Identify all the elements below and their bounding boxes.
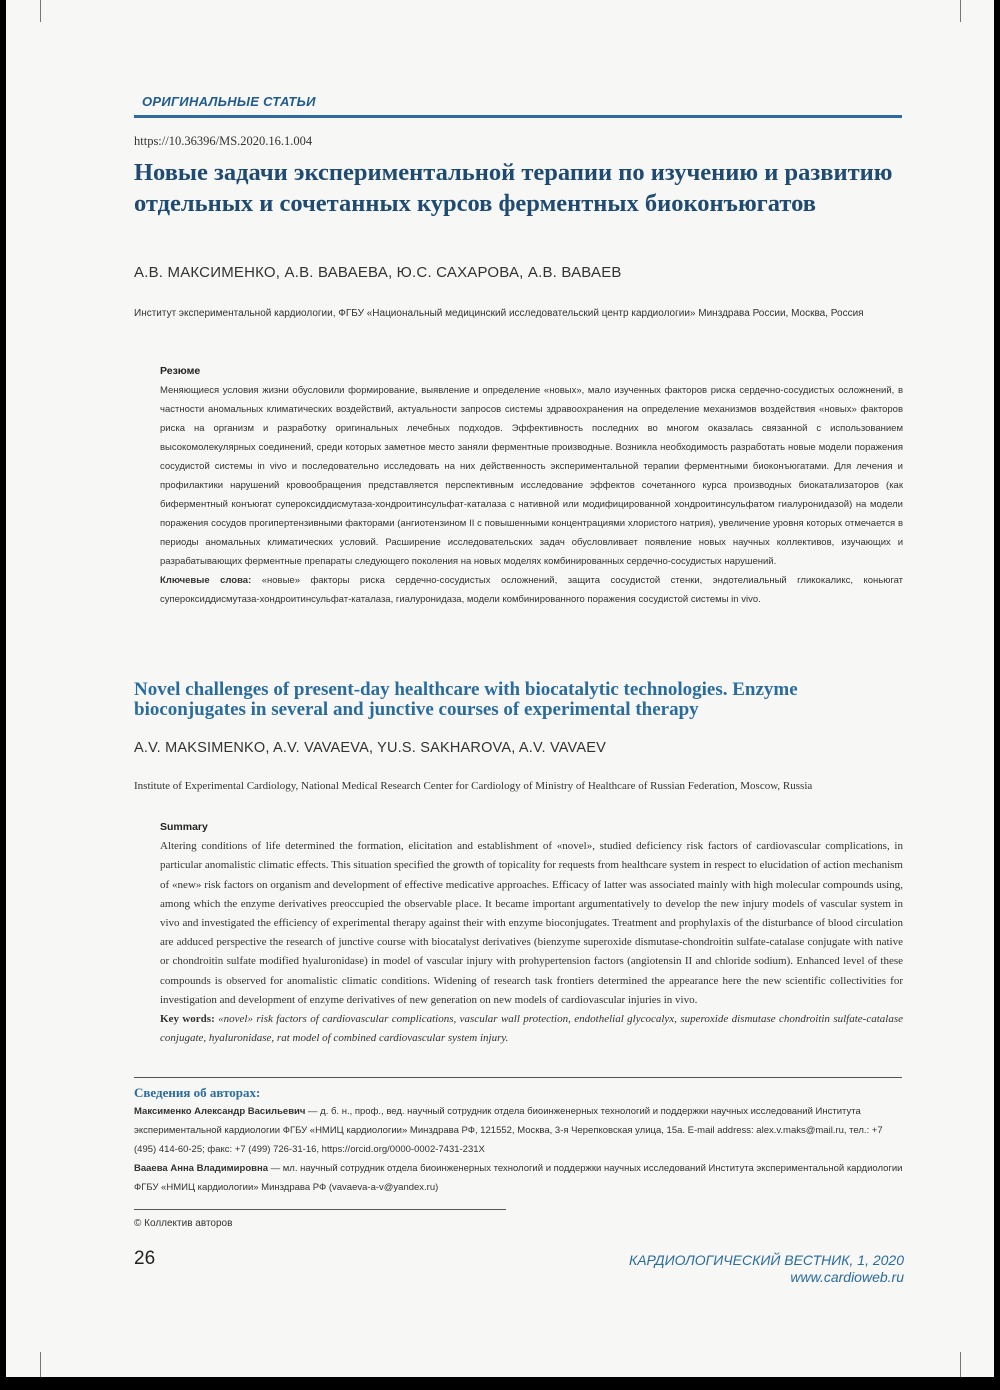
author-details: — д. б. н., проф., вед. научный сотрудник отдела биоинженерных технологий и поддержки научных исследований Института экспериментальной кардиологии ФГБУ «НМИЦ кардиологии» Минздрава РФ, 121552, Москва, 3-я Черепковская улица, 15а. E-mail address: alex.v.maks@mail.ru, тел.: +7 (495) 414-60-25; факс: +7 (499) 726-31-16, https://orcid.org/0000-0002-7431-231X [134, 1106, 883, 1155]
copyright: © Коллектив авторов [134, 1218, 233, 1229]
crop-mark [40, 1352, 41, 1377]
footnote-rule [134, 1209, 506, 1210]
keywords-ru: «новые» факторы риска сердечно-сосудистых осложнений, защита сосудистой стенки, эндотелиальный гликокаликс, коньюгат супероксиддисмутаза-хондроитинсульфат-каталаза, гиалуронидаза, модели комбинированного поражения сосудистой системы in vivo. [160, 575, 904, 605]
page-number: 26 [134, 1248, 156, 1269]
abstract-ru-text: Меняющиеся условия жизни обусловили формирование, выявление и определение «новых», мало изученных факторов риска сердечно-сосудистых осложнений, в частности аномальных климатических воздействий, актуальности запросов системы здравоохранения на определение механизмов воздействия «новых» факторов риска на организм и разработку оригинальных лечебных подходов. Эффективность последних во многом оказалась связанной с использованием высокомолекулярных соединений, среди которых заметное место заняли ферментные производные. Возникла необходимость разработать новые модели поражения сосудистой системы in vivo и последовательно исследовать на них действенность экспериментальной терапии ферментными биоконъюгатами. Для лечения и профилактики нарушений кровообращения представляется перспективным исследование эффектов сочетанного курса производных биокатализаторов (как биферментный конъюгат супероксиддисмутаза-хондроитинсульфат-каталаза с нативной или модифицированной хондроитинсульфатом гиалуронидазой) на модели поражения сосудов прогипертензивными факторами (ангиотензином II с повышенными концентрациями хлористого натрия), увеличение уровня которых отмечается в периоды аномальных климатических условий. Расширение исследовательских задач обусловливает появление новых научных коллективов, изучающих и разрабатывающих ферментные препараты следующего поколения на новых моделях комбинированных сердечно-сосудистых нарушений. [160, 385, 903, 567]
article-title-ru: Новые задачи экспериментальной терапии по изучению и развитию отдельных и сочетанных курсов ферментных биоконъюгатов [134, 159, 893, 217]
authors-en: A.V. MAKSIMENKO, A.V. VAVAEVA, YU.S. SAKHAROVA, A.V. VAVAEV [134, 740, 606, 756]
keywords-en-label: Key words: [160, 1013, 215, 1026]
section-label: ОРИГИНАЛЬНЫЕ СТАТЬИ [142, 94, 316, 109]
affiliation-en: Institute of Experimental Cardiology, National Medical Research Center for Cardiology of Ministry of Healthcare of Russian Federation, Moscow, Russia [134, 780, 813, 792]
keywords-ru-label: Ключевые слова: [160, 575, 252, 586]
journal-footer [629, 1252, 904, 1286]
crop-mark [960, 0, 961, 22]
crop-mark [960, 1352, 961, 1377]
author-entry [134, 1159, 904, 1197]
article-title-en: Novel challenges of present-day healthcare with biocatalytic technologies. Enzyme bioconjugates in several and junctive courses of experimental therapy [134, 679, 798, 720]
doi-link[interactable]: https://10.36396/MS.2020.16.1.004 [134, 134, 313, 148]
author-name: Вааева Анна Владимировна [134, 1163, 268, 1174]
author-info [134, 1084, 904, 1197]
author-details: — мл. научный сотрудник отдела биоинженерных технологий и поддержки научных исследований Института экспериментальной кардиологии ФГБУ «НМИЦ кардиологии» Минздрава РФ (vavaeva-a-v@yandex.ru) [134, 1163, 903, 1193]
authors-ru: А.В. МАКСИМЕНКО, А.В. ВАВАЕВА, Ю.С. САХАРОВА, А.В. ВАВАЕВ [134, 264, 622, 281]
header-rule [134, 115, 902, 118]
crop-mark [40, 0, 41, 22]
author-entry [134, 1102, 904, 1159]
author-name: Максименко Александр Васильевич [134, 1106, 306, 1117]
author-info-rule [134, 1077, 902, 1078]
keywords-en: «novel» risk factors of cardiovascular complications, vascular wall protection, endothelial glycocalyx, superoxide dismutase chondroitin sulfate-catalase conjugate, hyaluronidase, rat model of combined cardiovascular system injury. [160, 1013, 903, 1045]
abstract-en-heading: Summary [160, 821, 208, 833]
journal-url[interactable]: www.cardioweb.ru [790, 1269, 904, 1285]
abstract-ru-heading: Резюме [160, 365, 201, 377]
journal-name: КАРДИОЛОГИЧЕСКИЙ ВЕСТНИК, 1, 2020 [628, 1252, 904, 1268]
abstract-en [160, 818, 903, 1048]
author-info-heading: Сведения об авторах: [134, 1085, 261, 1100]
abstract-en-text: Altering conditions of life determined the formation, elicitation and establishment of «novel», studied deficiency risk factors of cardiovascular complications, in particular anomalistic climatic effects. This situation specified the growth of topicality for requests from healthcare system in respect to elucidation of action mechanism of «new» risk factors on organism and development of effective medicative approaches. Efficacy of latter was associated mainly with high molecular compounds using, among which the enzyme derivatives preoccupied the observable place. It became important argumentatively to develop the new injury models of vascular system in vivo and investigated the efficiency of experimental therapy against their with enzyme bioconjugates. Treatment and prophylaxis of the disturbance of blood circulation are adduced perspective the research of junctive course with biocatalyst derivatives (bienzyme superoxide dismutase-chondroitin sulfate-catalase conjugate with native or chondroitin sulfate modified hyaluronidase) in model of vascular injury with prohypertension factors (angiotensin II and chloride sodium). Enhanced level of these compounds is observed for anomalistic climatic conditions. Widening of research task frontiers determined the appearance here the new scientific collectivities for investigation and development of enzyme derivatives of new generation on new models of cardiovascular injuries in vivo. [160, 840, 903, 1006]
affiliation-ru: Институт экспериментальной кардиологии, ФГБУ «Национальный медицинский исследовательский центр кардиологии» Минздрава России, Москва, Россия [134, 308, 864, 319]
abstract-ru [160, 362, 903, 609]
